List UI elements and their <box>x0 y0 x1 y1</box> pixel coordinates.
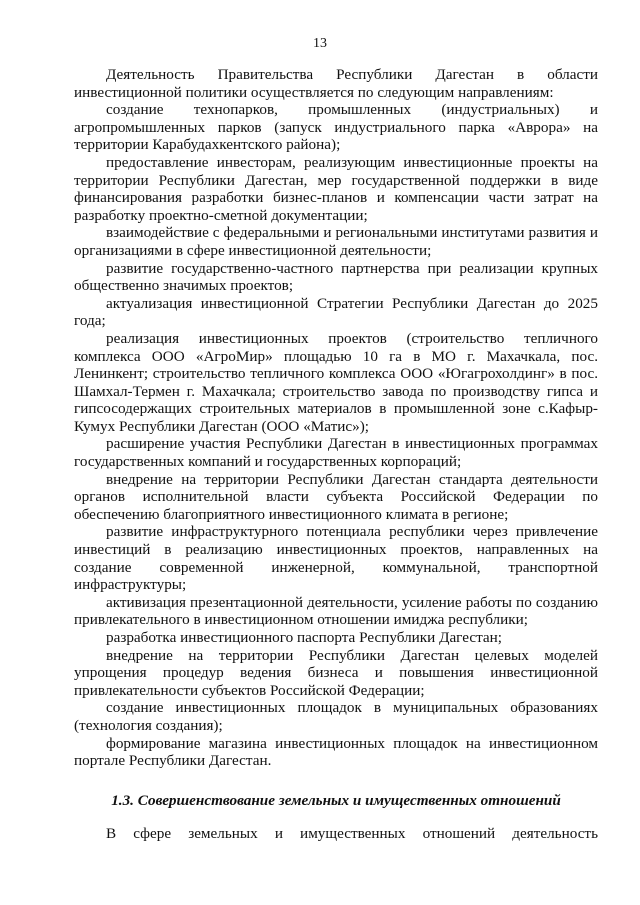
page-number: 13 <box>313 36 327 51</box>
section-heading: 1.3. Совершенствование земельных и имущественных отношений <box>111 791 561 809</box>
list-item: предоставление инвесторам, реализующим инвестиционные проекты на территории Республики Дагестан, мер государственной поддержки в виде финансирования разработки бизнес-планов и компенсации части затрат на разработку проектно-сметной документации; <box>74 153 598 224</box>
list-item: формирование магазина инвестиционных площадок на инвестиционном портале Республики Дагестан. <box>74 734 598 770</box>
list-item: внедрение на территории Республики Дагестан целевых моделей упрощения процедур ведения бизнеса и повышения инвестиционной привлекательности субъектов Российской Федерации; <box>74 646 598 699</box>
list-item: создание технопарков, промышленных (индустриальных) и агропромышленных парков (запуск индустриального парка «Аврора» на территории Карабудахкентского района); <box>74 101 598 154</box>
list-item: расширение участия Республики Дагестан в инвестиционных программах государственных компаний и государственных корпораций; <box>74 435 598 471</box>
list-item: активизация презентационной деятельности, усиление работы по созданию привлекательного в инвестиционном отношении имиджа республики; <box>74 593 598 629</box>
list-item: развитие государственно-частного партнерства при реализации крупных общественно значимых проектов; <box>74 259 598 295</box>
list-item: взаимодействие с федеральными и региональными институтами развития и организациями в сфере инвестиционной деятельности; <box>74 224 598 259</box>
section-paragraph: В сфере земельных и имущественных отношений деятельность <box>106 825 598 843</box>
document-body <box>74 66 598 843</box>
list-item: разработка инвестиционного паспорта Республики Дагестан; <box>106 629 502 646</box>
list-item: создание инвестиционных площадок в муниципальных образованиях (технология создания); <box>74 699 598 734</box>
list-item: развитие инфраструктурного потенциала республики через привлечение инвестиций в реализацию инвестиционных проектов, направленных на создание современной инженерной, коммунальной, транспортной инфраструктуры; <box>74 523 598 594</box>
intro-paragraph: Деятельность Правительства Республики Дагестан в области инвестиционной политики осуществляется по следующим направлениям: <box>74 66 598 101</box>
list-item: внедрение на территории Республики Дагестан стандарта деятельности органов исполнительной власти субъекта Российской Федерации по обеспечению благоприятного инвестиционного климата в регионе; <box>74 470 598 523</box>
list-item: актуализация инвестиционной Стратегии Республики Дагестан до 2025 года; <box>74 294 598 330</box>
list-item: реализация инвестиционных проектов (строительство тепличного комплекса ООО «АгроМир» площадью 10 га в МО г. Махачкала, пос. Ленинкент; строительство тепличного комплекса ООО «Югагрохолдинг» в пос. Шамхал-Термен г. Махачкала; строительство завода по производству гипса и гипсосодержащих строительных материалов в промышленной зоне с.Кафыр-Кумух Республики Дагестан (ООО «Матис»); <box>74 329 598 435</box>
